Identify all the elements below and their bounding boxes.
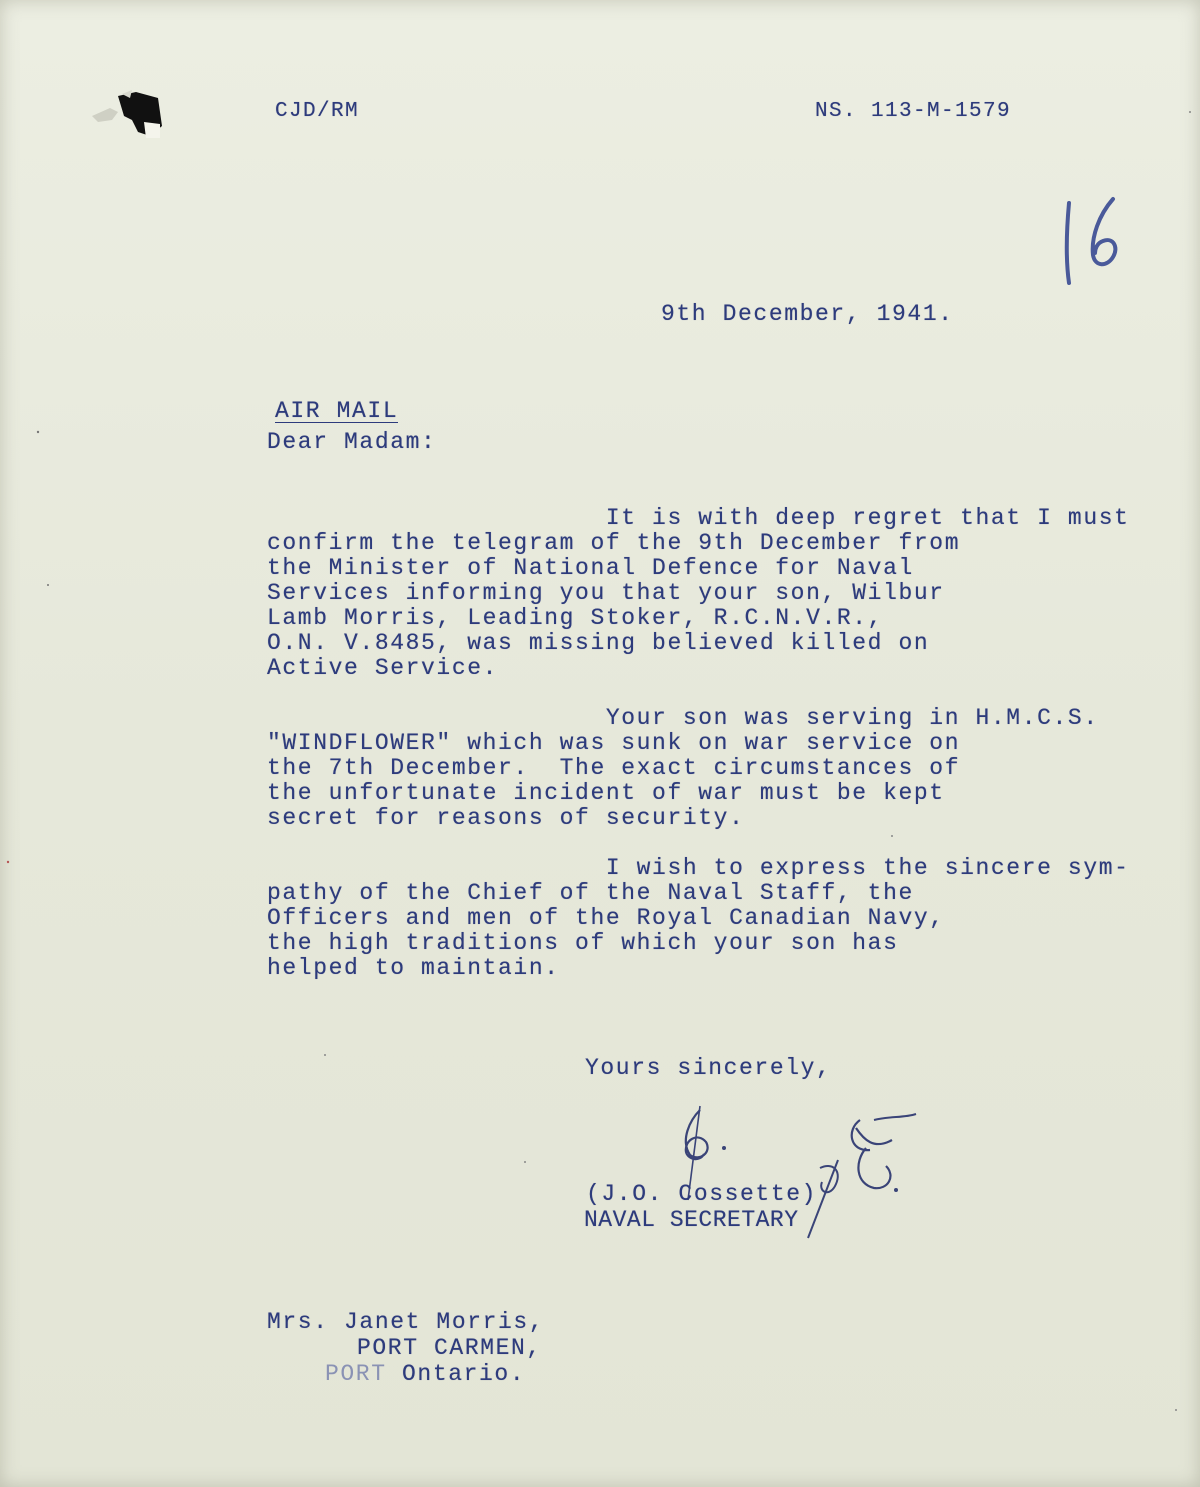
body-paragraph-2: Your son was serving in H.M.C.S. "WINDFLOWER" which was sunk on war service on the 7th December. The exact circumstances of the unfortunate incident of war must be kept secret for reasons of security. — [267, 705, 1099, 831]
signer-title: NAVAL SECRETARY — [584, 1207, 799, 1233]
mail-type-label: AIR MAIL — [275, 398, 399, 424]
file-number: NS. 113-M-1579 — [815, 100, 1012, 123]
salutation: Dear Madam: — [267, 429, 437, 455]
signer-name: (J.O. Cossette) — [586, 1181, 818, 1207]
body-paragraph-1: It is with deep regret that I must confirm the telegram of the 9th December from the Minister of National Defence for Naval Services informing you that your son, Wilbur Lamb Morris, Leading Stoker, R.C.N.V.R., O.N. V.8485, was missing believed killed on Active Service. — [267, 505, 1130, 681]
body-paragraph-3: I wish to express the sincere sym- pathy of the Chief of the Naval Staff, the Officers and men of the Royal Canadian Navy, the high traditions of which your son has helped to maintain. — [267, 855, 1130, 981]
recipient-name: Mrs. Janet Morris, — [267, 1309, 545, 1335]
recipient-town: PORT CARMEN, — [357, 1335, 542, 1361]
reference-initials: CJD/RM — [275, 100, 360, 123]
punch-hole-icon — [88, 86, 168, 144]
struck-word: PORT — [325, 1361, 387, 1387]
letter-date: 9th December, 1941. — [661, 301, 954, 327]
handwritten-folio-number — [1055, 185, 1135, 295]
recipient-province-line — [325, 1362, 525, 1387]
recipient-province: Ontario. — [402, 1361, 526, 1387]
closing: Yours sincerely, — [585, 1055, 832, 1081]
